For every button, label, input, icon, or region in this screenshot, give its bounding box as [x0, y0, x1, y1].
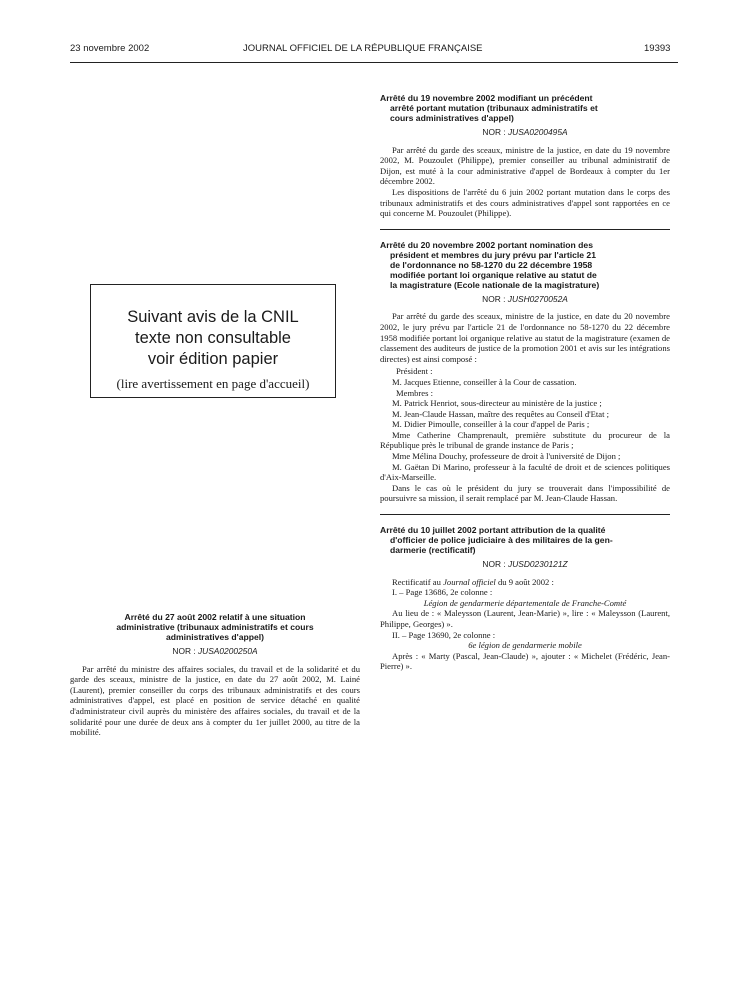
article2-intro: Par arrêté du garde des sceaux, ministre de la justice, en date du 20 novembre 2002, le jury prévu par l'article 21 de l'ordonnance no 58-1270 du 22 décembre 1958 modifiée portant loi organique relative au statut de la magistrature (examen de classement des auditeurs de justice de la promotion 2001 et avis sur les intégrations directes) est ainsi composé : — [380, 311, 670, 364]
article3-legion2: 6e légion de gendarmerie mobile — [468, 640, 582, 651]
notice-line1: Suivant avis de la CNIL — [127, 308, 299, 326]
article2-members-label: Membres : — [396, 387, 433, 398]
cnil-notice-box — [90, 284, 336, 398]
left-article — [70, 612, 360, 738]
header-rule — [70, 62, 678, 63]
article2-president-label: Président : — [396, 366, 433, 377]
article2-closing: Dans le cas où le président du jury se trouverait dans l'impossibilité de poursuivre sa mission, il serait remplacé par M. Jean-Claude Hassan. — [380, 482, 670, 504]
article2-title: Arrêté du 20 novembre 2002 portant nomination des président et membres du jury prévu par l'article 21 de l'ordonnance no 58-1270 du 22 décembre 1958 modifiée portant loi organique relative au statut de la magistrature (Ecole nationale de la magistrature) — [380, 239, 600, 290]
article-separator — [380, 229, 670, 230]
article3-correction2: Après : « Marty (Pascal, Jean-Claude) », ajouter : « Michelet (Frédéric, Jean-Pierre) ». — [380, 650, 670, 672]
left-article-body: Par arrêté du ministre des affaires sociales, du travail et de la solidarité et du garde des sceaux, ministre de la justice, en date du 27 août 2002, M. Lainé (Laurent), premier conseiller du corps des tribunaux administratifs et des cours administratives d'appel, est placé en position de service détaché en qualité d'administrateur civil auprès du ministère des affaires sociales, du travail et de la solidarité pour une durée de deux ans à compter du 1er juillet 2000, au titre de la mobilité. — [70, 663, 360, 738]
article1-title: Arrêté du 19 novembre 2002 modifiant un précédent arrêté portant mutation (tribunaux administratifs et cours administratives d'appel) — [380, 93, 598, 123]
article3-item2: II. – Page 13690, 2e colonne : — [392, 629, 496, 640]
notice-line4: (lire avertissement en page d'accueil) — [116, 376, 310, 391]
article2-nor: NOR : JUSH0270052A — [482, 293, 568, 304]
article1-nor: NOR : JUSA0200495A — [482, 127, 568, 137]
article3-correction1: Au lieu de : « Maleysson (Laurent, Jean-Marie) », lire : « Maleysson (Laurent, Philippe, Georges) ». — [380, 608, 670, 629]
header-date: 23 novembre 2002 — [70, 43, 150, 54]
article2-member: M. Jean-Claude Hassan, maître des requêtes au Conseil d'Etat ; — [392, 408, 610, 419]
header-page-number: 19393 — [644, 43, 671, 54]
left-article-title: Arrêté du 27 août 2002 relatif à une situation administrative (tribunaux administratifs et cours administratives d'appel) — [116, 612, 314, 642]
notice-line2: texte non consultable — [135, 329, 291, 347]
notice-line3: voir édition papier — [147, 350, 279, 368]
right-column — [380, 93, 670, 672]
article3-item1: I. – Page 13686, 2e colonne : — [392, 587, 493, 598]
article3-nor: NOR : JUSD0230121Z — [482, 559, 568, 570]
article-separator — [380, 514, 670, 515]
article2-president: M. Jacques Etienne, conseiller à la Cour de cassation. — [392, 376, 577, 387]
article2-member: M. Patrick Henriot, sous-directeur au ministère de la justice ; — [392, 398, 602, 409]
article3-legion1: Légion de gendarmerie départementale de Franche-Comté — [423, 597, 627, 608]
article2-member: Mme Mélina Douchy, professeure de droit à l'université de Dijon ; — [392, 451, 621, 462]
article1-para2: Les dispositions de l'arrêté du 6 juin 2002 portant mutation dans le corps des tribunaux administratifs et des cours administratives d'appel sont rapportées en ce qui concerne M. Pouzoulet (Philippe). — [380, 186, 670, 219]
article2-member: M. Gaëtan Di Marino, professeur à la faculté de droit et de sciences politiques d'Aix-Marseille. — [380, 461, 670, 483]
article3-title: Arrêté du 10 juillet 2002 portant attribution de la qualité d'officier de police judiciaire à des militaires de la gen- darmerie (rectificatif) — [380, 525, 613, 556]
article2-member: M. Didier Pimoulle, conseiller à la cour d'appel de Paris ; — [392, 419, 590, 430]
article1-para1: Par arrêté du garde des sceaux, ministre de la justice, en date du 19 novembre 2002, M. Pouzoulet (Philippe), premier conseiller au tribunal administratif de Dijon, est muté à la cour administrative d'appel de Bordeaux à compter du 1er décembre 2002. — [380, 144, 670, 187]
article2-member: Mme Catherine Champrenault, première substitute du procureur de la République près le tribunal de grande instance de Paris ; — [380, 429, 670, 451]
header-journal-title: JOURNAL OFFICIEL DE LA RÉPUBLIQUE FRANÇAISE — [243, 43, 483, 54]
article3-rectificatif: Rectificatif au Journal officiel du 9 août 2002 : — [392, 576, 554, 587]
left-article-nor: NOR : JUSA0200250A — [172, 646, 258, 656]
